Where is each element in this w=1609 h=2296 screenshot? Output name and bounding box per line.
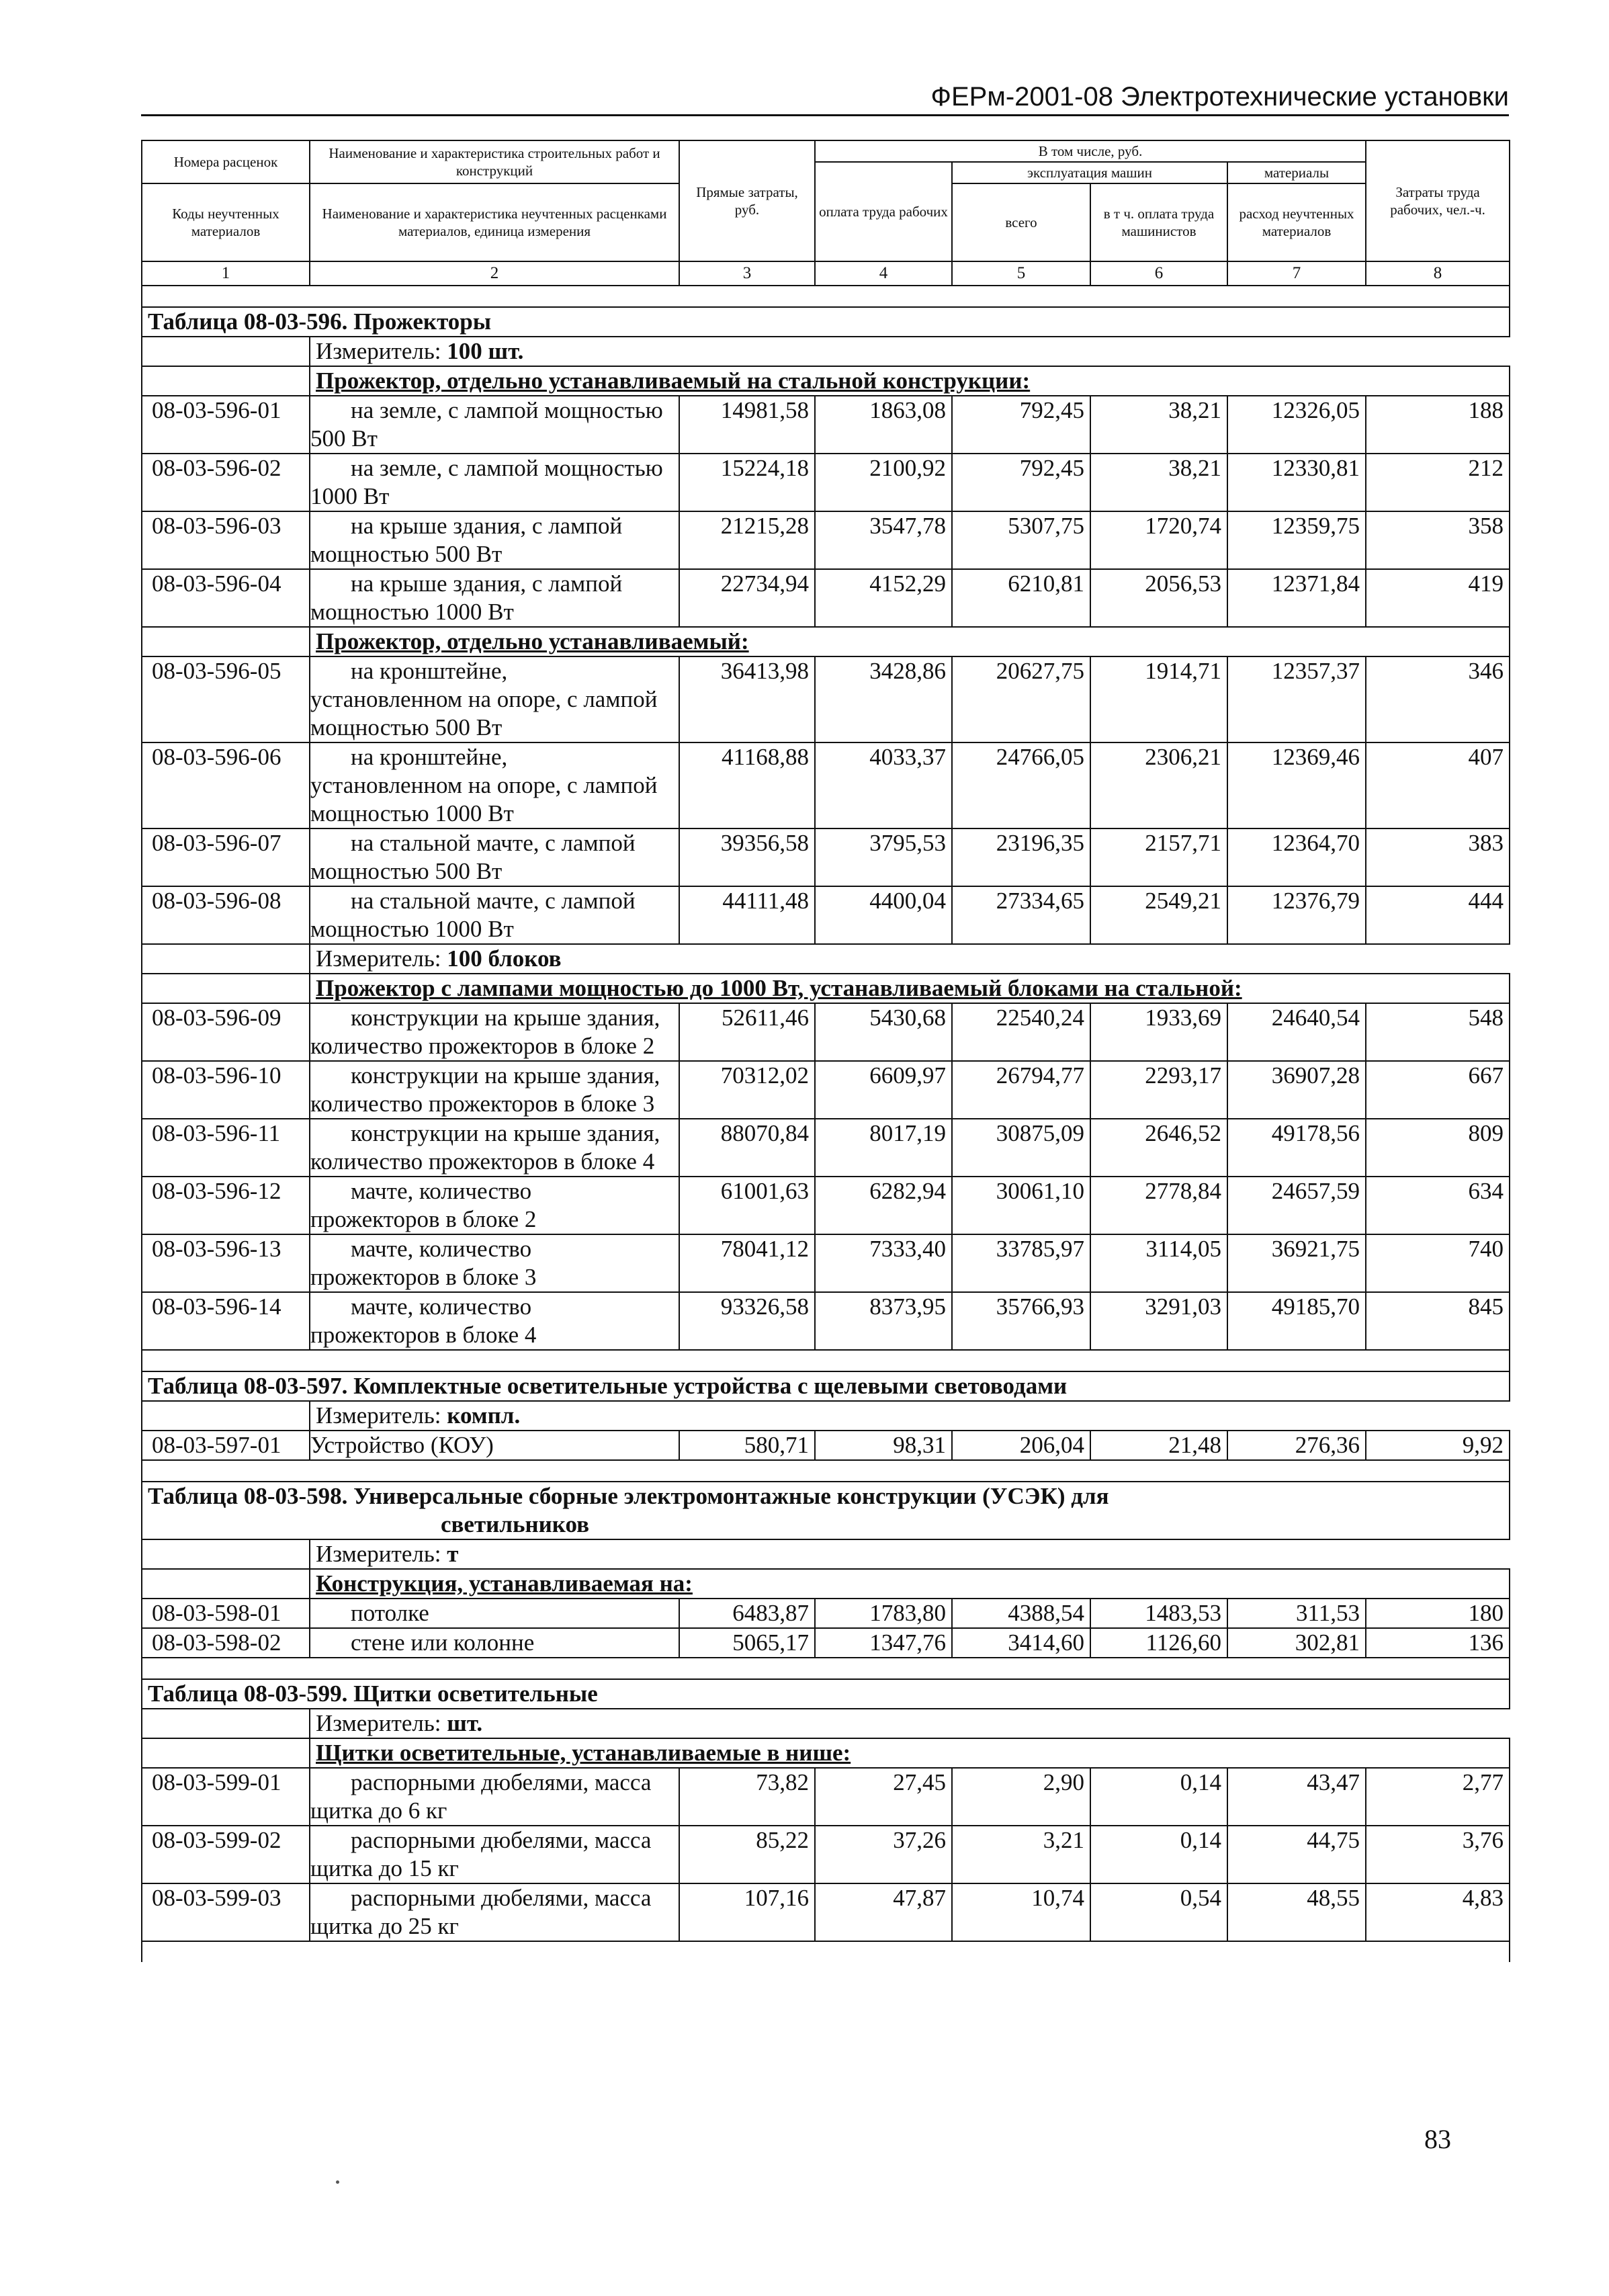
value-c5: 206,04 bbox=[952, 1431, 1090, 1460]
value-c6: 0,54 bbox=[1090, 1883, 1227, 1941]
table-title-continuation: светильников bbox=[441, 1511, 590, 1537]
value-c6: 1914,71 bbox=[1090, 656, 1227, 742]
table-title: Таблица 08-03-599. Щитки осветительные bbox=[148, 1681, 598, 1707]
header-materials: материалы bbox=[1227, 162, 1366, 183]
value-c7: 36907,28 bbox=[1227, 1061, 1366, 1119]
group-heading-row bbox=[142, 974, 1510, 1003]
value-c6: 1483,53 bbox=[1090, 1599, 1227, 1628]
value-c7: 48,55 bbox=[1227, 1883, 1366, 1941]
work-name-line: мощностью 500 Вт bbox=[310, 541, 503, 567]
work-name-line: мачте, количество bbox=[351, 1293, 532, 1320]
unit-label: Измеритель: bbox=[316, 1402, 441, 1429]
rate-code: 08-03-598-02 bbox=[142, 1628, 310, 1658]
value-c5: 3,21 bbox=[952, 1826, 1090, 1883]
value-c4: 37,26 bbox=[815, 1826, 952, 1883]
rate-code: 08-03-599-03 bbox=[142, 1883, 310, 1941]
value-c8: 3,76 bbox=[1366, 1826, 1510, 1883]
work-name-line: установленном на опоре, с лампой bbox=[310, 772, 658, 798]
rate-code: 08-03-596-10 bbox=[142, 1061, 310, 1119]
value-c7: 12371,84 bbox=[1227, 569, 1366, 627]
value-c8: 444 bbox=[1366, 886, 1510, 944]
work-name-line: мачте, количество bbox=[351, 1236, 532, 1262]
value-c5: 35766,93 bbox=[952, 1292, 1090, 1350]
document-sheet bbox=[141, 140, 1509, 1962]
spacer-row bbox=[142, 1460, 1510, 1482]
table-row bbox=[142, 454, 1510, 511]
column-number: 5 bbox=[952, 261, 1090, 286]
value-c6: 1126,60 bbox=[1090, 1628, 1227, 1658]
value-c6: 3114,05 bbox=[1090, 1234, 1227, 1292]
work-name-line: мощностью 500 Вт bbox=[310, 858, 503, 884]
table-title-row bbox=[142, 1371, 1510, 1401]
value-c8: 548 bbox=[1366, 1003, 1510, 1061]
work-name bbox=[310, 742, 679, 828]
value-c4: 7333,40 bbox=[815, 1234, 952, 1292]
group-heading: Конструкция, устанавливаемая на: bbox=[310, 1569, 1510, 1599]
unit-row bbox=[142, 1401, 1510, 1431]
work-name bbox=[310, 828, 679, 886]
value-c5: 30875,09 bbox=[952, 1119, 1090, 1177]
value-c8: 180 bbox=[1366, 1599, 1510, 1628]
value-c8: 4,83 bbox=[1366, 1883, 1510, 1941]
value-c5: 792,45 bbox=[952, 454, 1090, 511]
value-c7: 12357,37 bbox=[1227, 656, 1366, 742]
value-c7: 36921,75 bbox=[1227, 1234, 1366, 1292]
rates-table bbox=[141, 286, 1510, 1962]
work-name-line: прожекторов в блоке 3 bbox=[310, 1264, 537, 1290]
value-c3: 580,71 bbox=[679, 1431, 815, 1460]
value-c8: 634 bbox=[1366, 1177, 1510, 1234]
value-c5: 33785,97 bbox=[952, 1234, 1090, 1292]
column-number: 6 bbox=[1090, 261, 1227, 286]
value-c5: 792,45 bbox=[952, 396, 1090, 454]
work-name-line: количество прожекторов в блоке 4 bbox=[310, 1148, 655, 1175]
value-c6: 1720,74 bbox=[1090, 511, 1227, 569]
header-material-usage: расход неучтенных материалов bbox=[1227, 183, 1366, 261]
header-machinist-pay: в т ч. оплата труда машинистов bbox=[1090, 183, 1227, 261]
scan-speck bbox=[336, 2180, 339, 2184]
table-row bbox=[142, 569, 1510, 627]
work-name-line: мощностью 1000 Вт bbox=[310, 916, 514, 942]
work-name bbox=[310, 1431, 679, 1460]
value-c4: 4033,37 bbox=[815, 742, 952, 828]
table-row bbox=[142, 1599, 1510, 1628]
rate-code: 08-03-596-07 bbox=[142, 828, 310, 886]
table-title-row bbox=[142, 307, 1510, 337]
value-c4: 5430,68 bbox=[815, 1003, 952, 1061]
work-name-line: щитка до 6 кг bbox=[310, 1797, 447, 1824]
work-name-line: конструкции на крыше здания, bbox=[351, 1005, 660, 1031]
header-machine-exploitation: эксплуатация машин bbox=[952, 162, 1227, 183]
value-c4: 47,87 bbox=[815, 1883, 952, 1941]
work-name-line: прожекторов в блоке 2 bbox=[310, 1206, 537, 1232]
value-c6: 2056,53 bbox=[1090, 569, 1227, 627]
work-name-line: количество прожекторов в блоке 2 bbox=[310, 1033, 655, 1059]
work-name-line: прожекторов в блоке 4 bbox=[310, 1322, 537, 1348]
table-row bbox=[142, 1234, 1510, 1292]
value-c5: 2,90 bbox=[952, 1768, 1090, 1826]
value-c8: 188 bbox=[1366, 396, 1510, 454]
value-c3: 36413,98 bbox=[679, 656, 815, 742]
value-c7: 43,47 bbox=[1227, 1768, 1366, 1826]
table-row bbox=[142, 886, 1510, 944]
unit-label: Измеритель: bbox=[316, 1710, 441, 1736]
work-name-line: распорными дюбелями, масса bbox=[351, 1827, 652, 1853]
value-c8: 419 bbox=[1366, 569, 1510, 627]
group-heading: Щитки осветительные, устанавливаемые в нише: bbox=[310, 1738, 1510, 1768]
column-number: 1 bbox=[142, 261, 310, 286]
work-name bbox=[310, 886, 679, 944]
value-c4: 8373,95 bbox=[815, 1292, 952, 1350]
work-name bbox=[310, 1003, 679, 1061]
work-name bbox=[310, 569, 679, 627]
value-c4: 3428,86 bbox=[815, 656, 952, 742]
value-c7: 44,75 bbox=[1227, 1826, 1366, 1883]
header-material-codes: Коды неучтенных материалов bbox=[142, 183, 310, 261]
table-title-row bbox=[142, 1482, 1510, 1539]
value-c3: 6483,87 bbox=[679, 1599, 815, 1628]
spacer-row bbox=[142, 1658, 1510, 1679]
work-name bbox=[310, 1826, 679, 1883]
work-name-line: стене или колонне bbox=[351, 1629, 535, 1656]
value-c6: 2306,21 bbox=[1090, 742, 1227, 828]
group-heading: Прожектор, отдельно устанавливаемый на стальной конструкции: bbox=[310, 366, 1510, 396]
unit-value: 100 блоков bbox=[447, 945, 562, 972]
work-name bbox=[310, 511, 679, 569]
table-row bbox=[142, 511, 1510, 569]
work-name-line: мачте, количество bbox=[351, 1178, 532, 1204]
value-c6: 38,21 bbox=[1090, 454, 1227, 511]
value-c6: 21,48 bbox=[1090, 1431, 1227, 1460]
table-row bbox=[142, 1177, 1510, 1234]
unit-value: 100 шт. bbox=[447, 338, 524, 364]
value-c8: 845 bbox=[1366, 1292, 1510, 1350]
value-c7: 49178,56 bbox=[1227, 1119, 1366, 1177]
value-c4: 98,31 bbox=[815, 1431, 952, 1460]
value-c8: 2,77 bbox=[1366, 1768, 1510, 1826]
value-c5: 30061,10 bbox=[952, 1177, 1090, 1234]
unit-value: шт. bbox=[447, 1710, 483, 1736]
work-name-line: 1000 Вт bbox=[310, 483, 390, 509]
rate-code: 08-03-597-01 bbox=[142, 1431, 310, 1460]
value-c8: 9,92 bbox=[1366, 1431, 1510, 1460]
value-c8: 358 bbox=[1366, 511, 1510, 569]
value-c7: 311,53 bbox=[1227, 1599, 1366, 1628]
work-name-line: количество прожекторов в блоке 3 bbox=[310, 1091, 655, 1117]
work-name-line: мощностью 1000 Вт bbox=[310, 599, 514, 625]
work-name bbox=[310, 1883, 679, 1941]
rate-code: 08-03-596-03 bbox=[142, 511, 310, 569]
value-c4: 1863,08 bbox=[815, 396, 952, 454]
rate-code: 08-03-596-11 bbox=[142, 1119, 310, 1177]
value-c6: 2646,52 bbox=[1090, 1119, 1227, 1177]
rate-code: 08-03-596-02 bbox=[142, 454, 310, 511]
work-name-line: Устройство (КОУ) bbox=[310, 1432, 494, 1458]
column-number: 4 bbox=[815, 261, 952, 286]
unit-label: Измеритель: bbox=[316, 1541, 441, 1567]
work-name-line: щитка до 25 кг bbox=[310, 1913, 459, 1939]
work-name-line: распорными дюбелями, масса bbox=[351, 1769, 652, 1795]
work-name-line: распорными дюбелями, масса bbox=[351, 1885, 652, 1911]
value-c7: 49185,70 bbox=[1227, 1292, 1366, 1350]
value-c3: 88070,84 bbox=[679, 1119, 815, 1177]
work-name bbox=[310, 1234, 679, 1292]
spacer-row bbox=[142, 1941, 1510, 1962]
work-name-line: на кронштейне, bbox=[351, 744, 508, 770]
table-row bbox=[142, 742, 1510, 828]
value-c5: 26794,77 bbox=[952, 1061, 1090, 1119]
value-c5: 5307,75 bbox=[952, 511, 1090, 569]
value-c5: 27334,65 bbox=[952, 886, 1090, 944]
value-c4: 3547,78 bbox=[815, 511, 952, 569]
rate-code: 08-03-596-06 bbox=[142, 742, 310, 828]
work-name-line: на земле, с лампой мощностью bbox=[351, 397, 663, 423]
work-name-line: на стальной мачте, с лампой bbox=[351, 888, 636, 914]
value-c4: 27,45 bbox=[815, 1768, 952, 1826]
column-number: 7 bbox=[1227, 261, 1366, 286]
rate-code: 08-03-596-13 bbox=[142, 1234, 310, 1292]
group-heading: Прожектор, отдельно устанавливаемый: bbox=[310, 627, 1510, 656]
value-c4: 6609,97 bbox=[815, 1061, 952, 1119]
work-name-line: на земле, с лампой мощностью bbox=[351, 455, 663, 481]
value-c3: 21215,28 bbox=[679, 511, 815, 569]
work-name bbox=[310, 1061, 679, 1119]
unit-label: Измеритель: bbox=[316, 945, 441, 972]
table-row bbox=[142, 1826, 1510, 1883]
header-direct-costs: Прямые затраты, руб. bbox=[679, 140, 815, 261]
value-c3: 78041,12 bbox=[679, 1234, 815, 1292]
rate-code: 08-03-596-14 bbox=[142, 1292, 310, 1350]
value-c7: 12326,05 bbox=[1227, 396, 1366, 454]
value-c6: 3291,03 bbox=[1090, 1292, 1227, 1350]
value-c6: 38,21 bbox=[1090, 396, 1227, 454]
value-c4: 1347,76 bbox=[815, 1628, 952, 1658]
work-name-line: мощностью 500 Вт bbox=[310, 714, 503, 740]
rate-code: 08-03-598-01 bbox=[142, 1599, 310, 1628]
value-c3: 39356,58 bbox=[679, 828, 815, 886]
work-name bbox=[310, 396, 679, 454]
rate-code: 08-03-596-05 bbox=[142, 656, 310, 742]
rate-code: 08-03-596-01 bbox=[142, 396, 310, 454]
table-title: Таблица 08-03-597. Комплектные осветительные устройства с щелевыми световодами bbox=[148, 1373, 1068, 1399]
table-row bbox=[142, 1431, 1510, 1460]
running-header: ФЕРм-2001-08 Электротехнические установки bbox=[141, 79, 1509, 116]
page-number: 83 bbox=[1424, 2124, 1451, 2154]
table-row bbox=[142, 656, 1510, 742]
value-c6: 2157,71 bbox=[1090, 828, 1227, 886]
group-heading-row bbox=[142, 1738, 1510, 1768]
work-name-line: на стальной мачте, с лампой bbox=[351, 830, 636, 856]
value-c5: 10,74 bbox=[952, 1883, 1090, 1941]
value-c7: 12364,70 bbox=[1227, 828, 1366, 886]
unit-row bbox=[142, 1539, 1510, 1569]
header-including: В том числе, руб. bbox=[815, 140, 1366, 162]
column-number-row bbox=[142, 261, 1510, 286]
value-c5: 3414,60 bbox=[952, 1628, 1090, 1658]
work-name-line: конструкции на крыше здания, bbox=[351, 1120, 660, 1146]
work-name-line: мощностью 1000 Вт bbox=[310, 800, 514, 826]
value-c7: 12359,75 bbox=[1227, 511, 1366, 569]
value-c6: 2293,17 bbox=[1090, 1061, 1227, 1119]
value-c3: 15224,18 bbox=[679, 454, 815, 511]
value-c5: 22540,24 bbox=[952, 1003, 1090, 1061]
column-number: 3 bbox=[679, 261, 815, 286]
table-row bbox=[142, 396, 1510, 454]
value-c8: 740 bbox=[1366, 1234, 1510, 1292]
work-name bbox=[310, 454, 679, 511]
value-c4: 2100,92 bbox=[815, 454, 952, 511]
value-c8: 383 bbox=[1366, 828, 1510, 886]
value-c4: 1783,80 bbox=[815, 1599, 952, 1628]
header-rate-numbers: Номера расценок bbox=[142, 140, 310, 183]
header-material-name: Наименование и характеристика неучтенных расценками материалов, единица измерения bbox=[310, 183, 679, 261]
work-name-line: щитка до 15 кг bbox=[310, 1855, 459, 1881]
header-labor-costs: Затраты труда рабочих, чел.-ч. bbox=[1366, 140, 1510, 261]
work-name-line: конструкции на крыше здания, bbox=[351, 1062, 660, 1089]
value-c8: 136 bbox=[1366, 1628, 1510, 1658]
unit-row bbox=[142, 944, 1510, 974]
value-c5: 4388,54 bbox=[952, 1599, 1090, 1628]
value-c3: 70312,02 bbox=[679, 1061, 815, 1119]
value-c4: 8017,19 bbox=[815, 1119, 952, 1177]
value-c7: 12330,81 bbox=[1227, 454, 1366, 511]
table-row bbox=[142, 1883, 1510, 1941]
value-c5: 23196,35 bbox=[952, 828, 1090, 886]
table-row bbox=[142, 828, 1510, 886]
value-c8: 346 bbox=[1366, 656, 1510, 742]
work-name-line: установленном на опоре, с лампой bbox=[310, 686, 658, 712]
value-c7: 276,36 bbox=[1227, 1431, 1366, 1460]
value-c3: 85,22 bbox=[679, 1826, 815, 1883]
table-row bbox=[142, 1119, 1510, 1177]
unit-row bbox=[142, 337, 1510, 366]
value-c7: 12376,79 bbox=[1227, 886, 1366, 944]
group-heading-row bbox=[142, 1569, 1510, 1599]
rate-code: 08-03-596-09 bbox=[142, 1003, 310, 1061]
table-title: Таблица 08-03-596. Прожекторы bbox=[148, 308, 492, 335]
value-c3: 93326,58 bbox=[679, 1292, 815, 1350]
value-c7: 12369,46 bbox=[1227, 742, 1366, 828]
table-row bbox=[142, 1768, 1510, 1826]
value-c3: 107,16 bbox=[679, 1883, 815, 1941]
table-title: Таблица 08-03-598. Универсальные сборные электромонтажные конструкции (УСЭК) для bbox=[148, 1483, 1109, 1509]
value-c6: 2778,84 bbox=[1090, 1177, 1227, 1234]
value-c6: 2549,21 bbox=[1090, 886, 1227, 944]
unit-label: Измеритель: bbox=[316, 338, 441, 364]
unit-row bbox=[142, 1709, 1510, 1738]
column-header-table bbox=[141, 140, 1510, 286]
work-name bbox=[310, 1119, 679, 1177]
value-c3: 14981,58 bbox=[679, 396, 815, 454]
value-c6: 0,14 bbox=[1090, 1826, 1227, 1883]
work-name bbox=[310, 1628, 679, 1658]
table-row bbox=[142, 1003, 1510, 1061]
table-row bbox=[142, 1061, 1510, 1119]
value-c8: 407 bbox=[1366, 742, 1510, 828]
group-heading-row bbox=[142, 627, 1510, 656]
rate-code: 08-03-596-08 bbox=[142, 886, 310, 944]
rate-code: 08-03-596-12 bbox=[142, 1177, 310, 1234]
work-name-line: на крыше здания, с лампой bbox=[351, 513, 623, 539]
table-row bbox=[142, 1628, 1510, 1658]
value-c8: 667 bbox=[1366, 1061, 1510, 1119]
table-row bbox=[142, 1292, 1510, 1350]
work-name-line: потолке bbox=[351, 1600, 429, 1626]
work-name bbox=[310, 1292, 679, 1350]
work-name-line: на кронштейне, bbox=[351, 658, 508, 684]
header-work-name: Наименование и характеристика строительных работ и конструкций bbox=[310, 140, 679, 183]
value-c3: 73,82 bbox=[679, 1768, 815, 1826]
value-c5: 20627,75 bbox=[952, 656, 1090, 742]
value-c3: 5065,17 bbox=[679, 1628, 815, 1658]
value-c5: 6210,81 bbox=[952, 569, 1090, 627]
spacer-row bbox=[142, 286, 1510, 307]
work-name bbox=[310, 1599, 679, 1628]
value-c7: 24640,54 bbox=[1227, 1003, 1366, 1061]
rate-code: 08-03-599-01 bbox=[142, 1768, 310, 1826]
value-c3: 44111,48 bbox=[679, 886, 815, 944]
header-machines-total: всего bbox=[952, 183, 1090, 261]
value-c4: 6282,94 bbox=[815, 1177, 952, 1234]
rate-code: 08-03-596-04 bbox=[142, 569, 310, 627]
value-c3: 52611,46 bbox=[679, 1003, 815, 1061]
group-heading: Прожектор с лампами мощностью до 1000 Вт, устанавливаемый блоками на стальной: bbox=[310, 974, 1510, 1003]
value-c4: 4400,04 bbox=[815, 886, 952, 944]
work-name bbox=[310, 1768, 679, 1826]
work-name bbox=[310, 656, 679, 742]
value-c3: 22734,94 bbox=[679, 569, 815, 627]
column-number: 8 bbox=[1366, 261, 1510, 286]
group-heading-row bbox=[142, 366, 1510, 396]
value-c5: 24766,05 bbox=[952, 742, 1090, 828]
unit-value: компл. bbox=[447, 1402, 521, 1429]
value-c6: 1933,69 bbox=[1090, 1003, 1227, 1061]
value-c4: 4152,29 bbox=[815, 569, 952, 627]
work-name bbox=[310, 1177, 679, 1234]
unit-value: т bbox=[447, 1541, 459, 1567]
work-name-line: 500 Вт bbox=[310, 425, 378, 452]
table-title-row bbox=[142, 1679, 1510, 1709]
value-c8: 809 bbox=[1366, 1119, 1510, 1177]
value-c3: 41168,88 bbox=[679, 742, 815, 828]
value-c3: 61001,63 bbox=[679, 1177, 815, 1234]
work-name-line: на крыше здания, с лампой bbox=[351, 570, 623, 597]
value-c7: 24657,59 bbox=[1227, 1177, 1366, 1234]
header-worker-pay: оплата труда рабочих bbox=[815, 162, 952, 261]
column-number: 2 bbox=[310, 261, 679, 286]
spacer-row bbox=[142, 1350, 1510, 1371]
value-c8: 212 bbox=[1366, 454, 1510, 511]
value-c6: 0,14 bbox=[1090, 1768, 1227, 1826]
rate-code: 08-03-599-02 bbox=[142, 1826, 310, 1883]
value-c7: 302,81 bbox=[1227, 1628, 1366, 1658]
value-c4: 3795,53 bbox=[815, 828, 952, 886]
